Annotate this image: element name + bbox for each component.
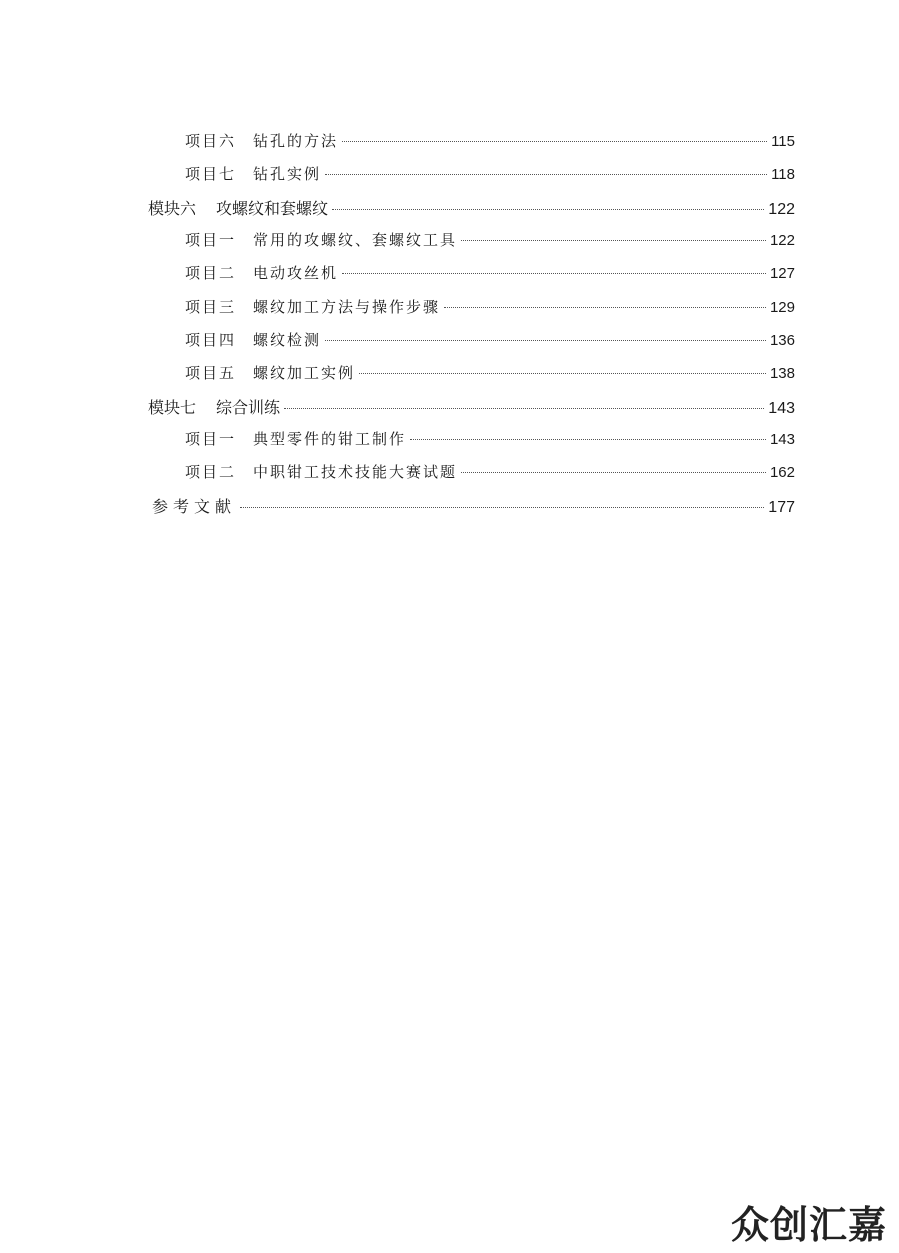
toc-entry[interactable] — [185, 229, 795, 250]
dot-leader — [240, 507, 764, 508]
toc-entry-page: 143 — [769, 431, 795, 448]
dot-leader — [325, 340, 766, 341]
toc-entry-number: 模块六 — [148, 199, 197, 218]
toc-entry-number: 项目二 — [185, 463, 237, 481]
toc-entry-number: 项目六 — [185, 132, 237, 150]
toc-entry-page: 122 — [769, 232, 795, 249]
dot-leader — [444, 307, 766, 308]
toc-entry-number: 项目七 — [185, 165, 237, 183]
dot-leader — [342, 141, 767, 142]
watermark-logo: 众创汇嘉 — [730, 1203, 887, 1247]
toc-entry-page: 162 — [769, 464, 795, 481]
toc-entry[interactable] — [185, 428, 795, 449]
toc-entry-page: 129 — [769, 299, 795, 316]
toc-entry[interactable] — [185, 163, 795, 184]
toc-entry[interactable] — [185, 262, 795, 283]
toc-entry-number: 项目一 — [185, 231, 237, 249]
toc-entry-title: 常用的攻螺纹、套螺纹工具 — [253, 231, 458, 249]
toc-entry-page: 177 — [768, 499, 795, 516]
toc-entry-title: 螺纹加工方法与操作步骤 — [253, 298, 441, 316]
toc-entry-title: 电动攻丝机 — [253, 264, 339, 282]
toc-entry[interactable] — [185, 296, 795, 317]
toc-entry-title: 钻孔实例 — [253, 165, 322, 183]
toc-entry-title: 综合训练 — [216, 398, 281, 417]
toc-entry-number: 项目三 — [185, 298, 237, 316]
toc-entry[interactable] — [185, 461, 795, 482]
toc-entry-title: 攻螺纹和套螺纹 — [216, 199, 329, 218]
toc-entry-number: 项目四 — [185, 331, 237, 349]
toc-entry[interactable] — [185, 362, 795, 383]
toc-entry-title: 典型零件的钳工制作 — [253, 430, 407, 448]
toc-entry-page: 122 — [768, 201, 795, 218]
toc-entry[interactable] — [185, 130, 795, 151]
dot-leader — [410, 439, 766, 440]
toc-entry-number: 项目五 — [185, 364, 237, 382]
toc-entry-title: 参考文献 — [152, 497, 237, 516]
toc-entry-title: 螺纹检测 — [253, 331, 322, 349]
toc-entry-page: 118 — [771, 166, 795, 183]
toc-entry-page: 143 — [768, 400, 795, 417]
toc-entry-page: 115 — [771, 133, 795, 150]
toc-entry-title: 钻孔的方法 — [253, 132, 339, 150]
toc-module-entry[interactable] — [148, 196, 795, 219]
toc-entry-number: 模块七 — [148, 398, 197, 417]
dot-leader — [332, 209, 764, 210]
dot-leader — [461, 240, 766, 241]
toc-entry-page: 136 — [769, 332, 795, 349]
toc-entry-number: 项目二 — [185, 264, 237, 282]
dot-leader — [359, 373, 766, 374]
toc-entry-number: 项目一 — [185, 430, 237, 448]
toc-entry[interactable] — [185, 329, 795, 350]
dot-leader — [461, 472, 766, 473]
toc-entry-page: 138 — [769, 365, 795, 382]
toc-references-entry[interactable] — [152, 494, 795, 517]
toc-entry-title: 螺纹加工实例 — [253, 364, 356, 382]
toc-module-entry[interactable] — [148, 395, 795, 418]
dot-leader — [284, 408, 764, 409]
toc-entry-page: 127 — [769, 265, 795, 282]
toc-entry-title: 中职钳工技术技能大赛试题 — [253, 463, 458, 481]
dot-leader — [342, 273, 766, 274]
dot-leader — [325, 174, 767, 175]
